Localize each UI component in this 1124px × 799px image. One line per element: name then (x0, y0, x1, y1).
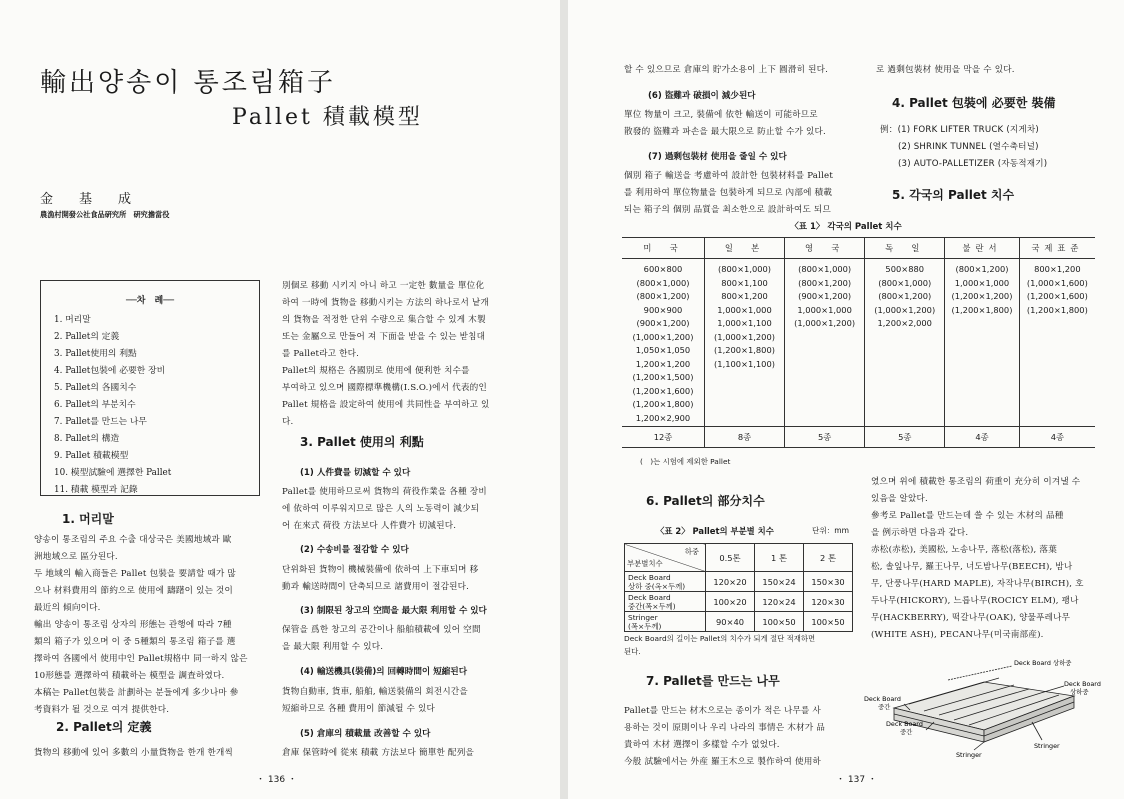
toc-item: 3. Pallet使用의 利點 (54, 349, 137, 359)
label-deck-right-2: 상하중 (1070, 688, 1089, 696)
table-count: 4종 (945, 427, 1019, 448)
label-stringer-1: Stringer (956, 751, 982, 759)
section-5-heading: 5. 각국의 Pallet 치수 (892, 188, 1015, 202)
text-line: 散發的 盜難과 파손을 最大限으로 防止할 수가 있다. (624, 127, 826, 137)
text-line: 어 在來式 荷役 方法보다 人件費가 切減된다. (282, 521, 457, 531)
pallet-diagram (864, 650, 1104, 760)
section-2-heading: 2. Pallet의 定義 (56, 720, 152, 734)
section-3-heading: 3. Pallet 使用의 利點 (300, 435, 424, 449)
list-item: (2) SHRINK TUNNEL (열수축터널) (898, 142, 1039, 152)
table-count: 12종 (622, 427, 704, 448)
table-cell: (1,000×1,600) (1026, 277, 1088, 288)
text-line: 類의 箱子가 있으며 이 중 5種類의 통조림 箱子를 選 (34, 637, 236, 647)
table-cell: (1,200×1,800) (714, 345, 775, 355)
text-line: 하여 一時에 貨物을 移動시키는 方法의 하나로서 낱개 (282, 298, 489, 308)
text-line: (WHITE ASH), PECAN나무(미국南部産). (871, 630, 1044, 640)
section-7-heading: 7. Pallet를 만드는 나무 (646, 674, 780, 688)
table-cell: (1,100×1,100) (714, 358, 775, 369)
table-cell: 150×24 (755, 572, 804, 592)
table-header: 미 국 (622, 238, 704, 259)
table-2-corner (625, 544, 706, 572)
table-cell: (800×1,000) (798, 264, 852, 274)
text-line: 또는 金屬으로 만들어 져 下面을 받을 수 있는 받침대 (282, 332, 486, 342)
subsection-5-heading: (5) 倉庫의 積載量 改善할 수 있다 (300, 729, 431, 739)
toc-item: 4. Pallet包裝에 必要한 장비 (54, 366, 166, 376)
row-label-1: Deck Board (628, 592, 671, 602)
pallet-drawing (894, 666, 1074, 750)
section-7-body (624, 703, 864, 771)
table-cell: (1,200×1,600) (1026, 291, 1088, 301)
leader-line (948, 666, 1012, 680)
table-2-note (624, 632, 860, 658)
row-label-2: (폭×두께) (628, 621, 662, 631)
table-header: 독 일 (865, 238, 945, 259)
text-line: 參考로 Pallet를 만드는데 쓸 수 있는 木材의 品種 (871, 511, 1064, 521)
table-cell: 120×20 (706, 572, 755, 592)
table-header: 2 톤 (804, 544, 853, 572)
table-count: 5종 (785, 427, 865, 448)
label-deck-left-1: Deck Board (864, 695, 901, 703)
toc-item: 9. Pallet 積載模型 (54, 451, 129, 461)
text-line: 貨物自動車, 貨車, 船舶, 輸送裝備의 회전시간을 (282, 687, 468, 697)
toc-item: 10. 模型試驗에 選擇한 Pallet (54, 468, 172, 478)
text-line: 松, 솔잎나무, 羅王나무, 너도밤나무(BEECH), 밤나 (871, 562, 1073, 572)
author-name: 金 基 成 (40, 192, 132, 207)
table-cell: (800×1,200) (636, 291, 690, 301)
text-line: 되는 箱子의 個別 品質을 최소한으로 設計하여도 되므 (624, 205, 831, 215)
row-label-1: Deck Board (628, 572, 671, 582)
table-cell: (800×1,200) (878, 291, 932, 301)
table-2-corner-bottom: 부분별치수 (627, 559, 663, 568)
text-line: 本稿는 Pallet包裝을 計劃하는 분들에게 多少나마 參 (34, 688, 239, 698)
table-cell: (1,200×1,500) (632, 372, 694, 382)
table-header: 국제표준 (1019, 238, 1095, 259)
column-2-body (282, 278, 518, 431)
table-cell: 1,000×1,000 (717, 304, 772, 315)
toc-item: 5. Pallet의 各國치수 (54, 383, 137, 393)
subsection-3-heading: (3) 制限된 창고의 空間을 最大限 利用할 수 있다 (300, 606, 487, 616)
table-cell: (1,000×1,200) (794, 318, 856, 328)
table-of-contents (40, 280, 260, 496)
author-affiliation: 農漁村開發公社食品硏究所 硏究擔當役 (40, 210, 170, 219)
table-header: 일 본 (704, 238, 784, 259)
table-cell: 100×50 (804, 612, 853, 632)
subsection-7-body (624, 168, 874, 219)
text-line: 擇하여 各國에서 使用中인 Pallet規格中 同一하지 않은 (34, 654, 248, 664)
text-line: 부여하고 있으며 國際標準機構(I.S.O.)에서 代表的인 (282, 383, 487, 393)
text-line: 倉庫 保管時에 從來 積載 方法보다 簡單한 配列을 (282, 748, 475, 758)
table-cell: (900×1,200) (636, 318, 690, 328)
table-column-iso (1019, 259, 1095, 427)
text-line: 으나 材料費用의 節約으로 使用에 躊躇이 있는 것이 (34, 586, 234, 596)
right-page (568, 0, 1124, 799)
table-column-us (622, 259, 704, 427)
label-deck-top: Deck Board 상하중 (1014, 659, 1072, 667)
text-line: 무, 단풍나무(HARD MAPLE), 자작나무(BIRCH), 호 (871, 579, 1084, 589)
table-column-uk (785, 259, 865, 427)
table-row (625, 572, 853, 592)
leader-line (1032, 722, 1042, 740)
note-line: Deck Board의 길이는 Pallet의 치수가 되게 절단 적재하면 (624, 634, 816, 643)
table-cell: 1,000×1,100 (717, 318, 772, 328)
text-line: 용하는 것이 原則이나 우리 나라의 事情은 木材가 品 (624, 723, 826, 733)
table-count: 5종 (865, 427, 945, 448)
text-line: 할 수 있으므로 倉庫의 貯가소용이 上下 圓滑히 된다. (624, 65, 829, 75)
subsection-4-heading: (4) 輸送機具(裝備)의 回轉時間이 短縮된다 (300, 667, 467, 677)
table-cell: (1,000×1,200) (632, 331, 694, 342)
text-line: 短縮하므로 各種 費用이 節減될 수 있다 (282, 704, 436, 714)
note-line: 된다. (624, 647, 641, 656)
text-line: 를 Pallet라고 한다. (282, 349, 360, 359)
subsection-2-body (282, 562, 518, 596)
text-line: 輸出 양송이 통조림 상자의 形態는 관행에 따라 7種 (34, 620, 232, 630)
table-cell: 800×1,200 (1034, 264, 1081, 274)
table-cell: 100×50 (755, 612, 804, 632)
text-line: 10形態를 選擇하여 積載하는 模型을 調査하였다. (34, 671, 225, 681)
text-line: 今般 試驗에서는 外産 羅王木으로 製作하여 使用하 (624, 757, 821, 767)
table-cell: (800×1,200) (955, 264, 1009, 274)
page-number: ・ 137 ・ (836, 775, 877, 785)
label-deck-mid-2: 중간 (900, 728, 913, 736)
table-cell: (1,200×1,200) (951, 291, 1013, 301)
label-deck-left-2: 중간 (878, 703, 891, 711)
text-line: Pallet를 使用하므로써 貨物의 荷役作業을 各種 장비 (282, 487, 487, 497)
text-line: 赤松(赤松), 美國松, 노송나무, 落松(落松), 落葉 (871, 545, 1057, 555)
table-2-unit: 단위：mm (812, 526, 850, 535)
text-line: 貴하여 木材 選擇이 多樣할 수가 없었다. (624, 740, 780, 750)
table-cell: 800×1,200 (721, 291, 768, 301)
table-header: 불란서 (945, 238, 1019, 259)
text-line: 있음을 알았다. (871, 494, 928, 504)
table-cell: 900×900 (643, 304, 683, 315)
text-line: 두 地域의 輸入商들은 Pallet 包裝을 要請할 때가 많 (34, 569, 236, 579)
table-cell: (1,200×1,800) (632, 399, 694, 409)
table-cell: (900×1,200) (798, 291, 852, 301)
text-line: 였으며 위에 積載한 통조림의 荷重이 充分히 이겨낼 수 (871, 477, 1081, 487)
text-line: Pallet의 規格은 各國別로 使用에 便利한 치수를 (282, 366, 470, 376)
subsection-2-heading: (2) 수송비를 절감할 수 있다 (300, 545, 409, 555)
table-cell: 500×880 (885, 264, 925, 274)
table-cell: 1,200×2,000 (877, 318, 932, 328)
table-row-label (625, 572, 706, 592)
table-cell: (1,000×1,200) (874, 304, 936, 315)
section-4-heading: 4. Pallet 包裝에 必要한 裝備 (892, 96, 1056, 110)
table-cell: 90×40 (706, 612, 755, 632)
text-line: 洲地域으로 區分된다. (34, 552, 118, 562)
table-cell: (800×1,000) (878, 277, 932, 288)
subsection-6-body (624, 107, 874, 141)
table-cell: 1,200×2,900 (635, 412, 691, 423)
table-header: 영 국 (785, 238, 865, 259)
toc-item: 7. Pallet를 만드는 나무 (54, 417, 147, 427)
table-1-footnote: ( )는 시험에 제외한 Pallet (640, 457, 731, 466)
table-cell: 150×30 (804, 572, 853, 592)
subsection-3-body (282, 622, 518, 656)
table-cell: 800×1,100 (721, 277, 768, 288)
table-cell: 120×30 (804, 592, 853, 612)
section-1-heading: 1. 머리말 (62, 512, 114, 526)
table-cell: 1,050×1,050 (635, 345, 691, 355)
row-label-2: 상하 중(옥×두께) (628, 581, 686, 591)
text-line: 單位 物量이 크고, 裝備에 依한 輸送이 可能하므로 (624, 110, 818, 120)
table-column-japan (704, 259, 784, 427)
table-2 (624, 543, 853, 632)
toc-item: 8. Pallet의 構造 (54, 434, 120, 444)
title-line-2: Pallet 積載模型 (232, 105, 423, 130)
table-count: 4종 (1019, 427, 1095, 448)
table-cell: 600×800 (643, 264, 683, 274)
text-line: 動과 輸送時間이 단축되므로 諸費用이 절감된다. (282, 582, 470, 592)
table-cell: 100×20 (706, 592, 755, 612)
table-row (625, 592, 853, 612)
subsection-1-body (282, 484, 518, 535)
text-line: 保管을 爲한 창고의 공간이나 船舶積載에 있어 空間 (282, 625, 481, 635)
toc-header: ──차 례── (125, 296, 175, 306)
leader-line (1044, 686, 1064, 692)
text-line: 貨物의 移動에 있어 多數의 小量貨物을 한개 한개씩 (34, 748, 234, 758)
table-cell: 1,000×1,000 (797, 304, 852, 315)
text-line: 을 例示하면 다음과 같다. (871, 528, 969, 538)
table-cell: 1,000×1,000 (954, 277, 1010, 288)
table-row-label (625, 592, 706, 612)
subsection-6-heading: (6) 盜難과 破損이 減少된다 (648, 91, 756, 101)
subsection-7-heading: (7) 過剩包裝材 使用을 줄일 수 있다 (648, 152, 787, 162)
toc-list (54, 312, 259, 499)
table-cell: (800×1,000) (718, 264, 772, 274)
text-line: 두나무(HICKORY), 느릅나무(ROCICY ELM), 팽나 (871, 596, 1079, 606)
text-line: 단위화된 貨物이 機械裝備에 依하여 上下車되며 移 (282, 565, 479, 575)
row-label-1: Stringer (628, 612, 658, 622)
text-line: Pallet를 만드는 材木으로는 종이가 적은 나무를 사 (624, 706, 821, 716)
toc-item: 1. 머리말 (54, 315, 91, 325)
text-line: 다. (282, 417, 294, 427)
text-line: 무(HACKBERRY), 떡갈나무(OAK), 양물푸레나무 (871, 613, 1071, 623)
text-line: 로 過剩包裝材 使用을 막을 수 있다. (876, 65, 1015, 75)
table-cell: 1,200×1,200 (635, 358, 691, 369)
title-line-1: 輸出양송이 통조림箱子 (40, 68, 336, 98)
table-header: 1 톤 (755, 544, 804, 572)
text-line: 最近의 傾向이다. (34, 603, 101, 613)
text-line: 에 依하여 이루워지므로 많은 人의 노동력이 減少되 (282, 504, 480, 514)
page-gutter (560, 0, 568, 799)
text-line: 別個로 移動 시키지 아니 하고 一定한 數量을 單位化 (282, 281, 485, 291)
table-2-corner-top: 하중 (684, 547, 699, 556)
row-label-2: 중간(폭×두께) (628, 601, 676, 611)
toc-item: 2. Pallet의 定義 (54, 332, 120, 342)
section-4-list (880, 122, 1108, 173)
text-line: 을 最大限 利用할 수 있다. (282, 642, 384, 652)
table-1-caption: 〈표 1〉 각국의 Pallet 치수 (790, 222, 902, 232)
toc-item: 11. 積載 模型과 記錄 (54, 485, 138, 495)
table-cell: (1,000×1,200) (714, 331, 775, 342)
section-1-body (34, 532, 266, 719)
leader-line (974, 742, 984, 750)
text-line: 個別 箱子 輸送을 考慮하여 設計한 包裝材料를 Pallet (624, 171, 833, 181)
table-2-caption: 〈표 2〉 Pallet의 부분별 치수 (656, 526, 774, 536)
text-line: Pallet 規格을 設定하여 使用에 共同性을 부여하고 있 (282, 400, 490, 410)
list-item: (3) AUTO-PALLETIZER (자동적재기) (898, 159, 1048, 169)
table-cell: (800×1,000) (636, 277, 690, 288)
toc-item: 6. Pallet의 부분치수 (54, 400, 136, 410)
table-cell: (1,200×1,800) (951, 304, 1013, 315)
list-item: 例：(1) FORK LIFTER TRUCK (지게차) (880, 125, 1039, 135)
text-line: 양송이 통조림의 주요 수출 대상국은 美國地域과 歐 (34, 535, 232, 545)
label-deck-mid-1: Deck Board (886, 720, 923, 728)
page-number: ・ 136 ・ (256, 775, 297, 785)
label-stringer-2: Stringer (1034, 742, 1060, 750)
text-line: 를 利用하여 單位物量을 包裝하게 되므로 內部에 積載 (624, 188, 833, 198)
subsection-4-body (282, 684, 518, 718)
left-page (0, 0, 560, 799)
table-column-france (945, 259, 1019, 427)
section-6-heading: 6. Pallet의 部分치수 (646, 494, 765, 508)
table-cell: (1,200×1,800) (1026, 304, 1088, 315)
column-4-body (871, 474, 1111, 644)
table-count: 8종 (704, 427, 784, 448)
table-cell: (1,200×1,600) (632, 385, 694, 396)
text-line: 考資料가 될 것으로 여겨 提供한다. (34, 705, 170, 715)
text-line: 의 貨物을 적정한 단위 수량으로 集合할 수 있게 木製 (282, 315, 486, 325)
table-cell: (800×1,200) (798, 277, 852, 288)
subsection-1-heading: (1) 人件費를 切減할 수 있다 (300, 468, 411, 478)
table-cell: 120×24 (755, 592, 804, 612)
table-header: 0.5톤 (706, 544, 755, 572)
table-row-label (625, 612, 706, 632)
table-1 (622, 237, 1095, 448)
label-deck-right-1: Deck Board (1064, 680, 1101, 688)
table-row (625, 612, 853, 632)
table-column-germany (865, 259, 945, 427)
